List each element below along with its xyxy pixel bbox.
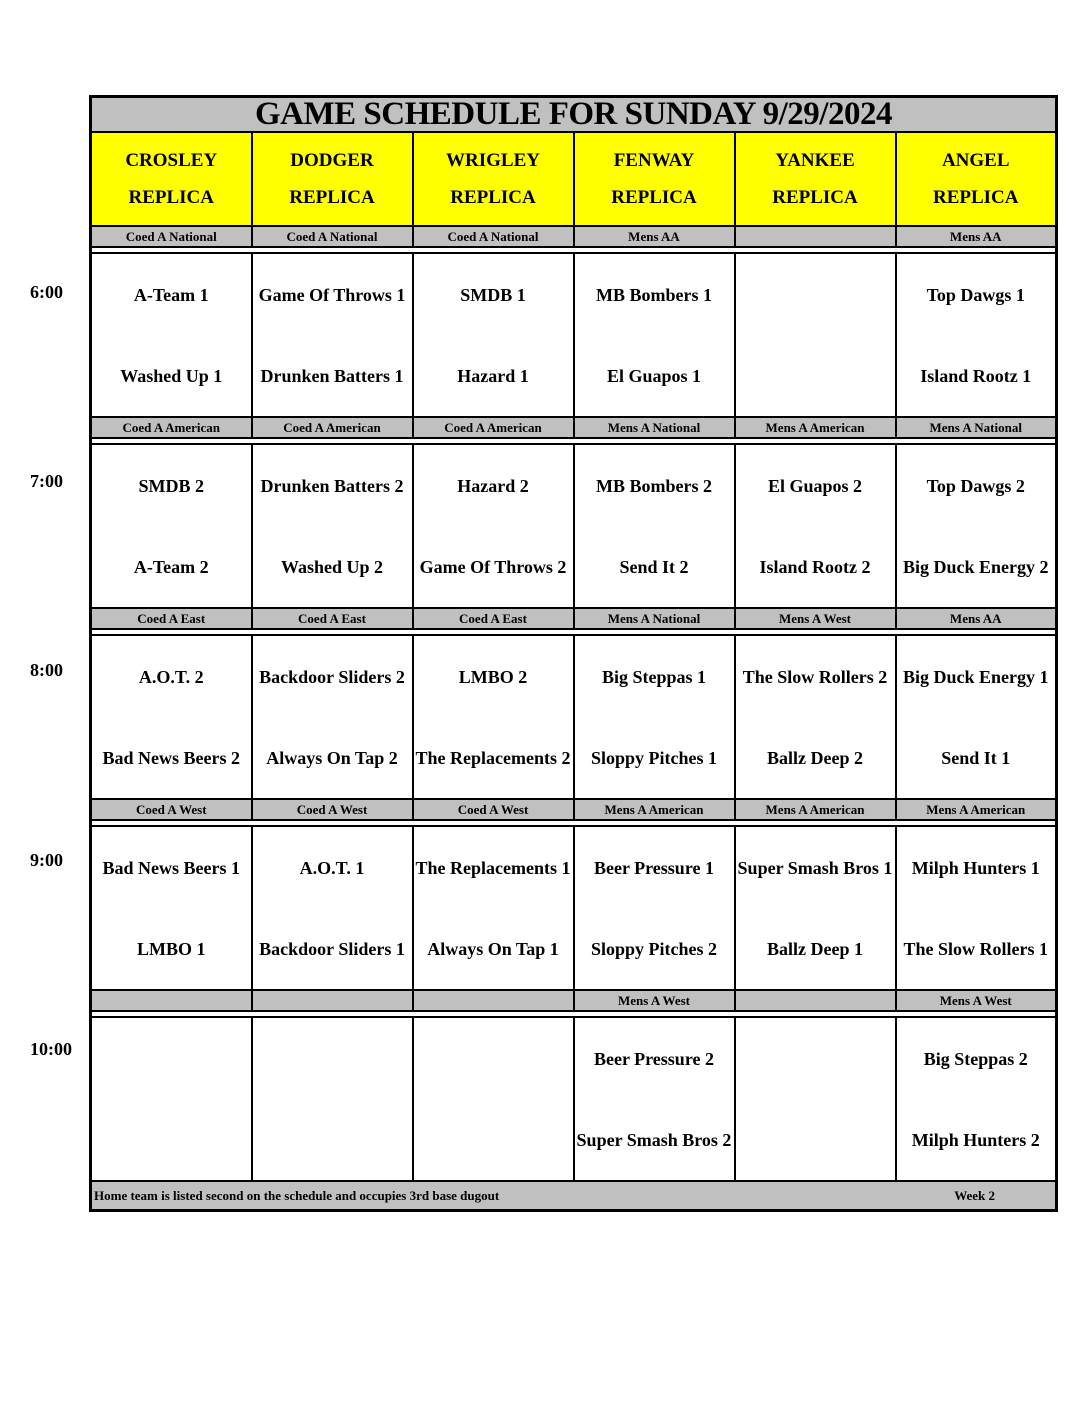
team-row-away: [91, 253, 1057, 335]
away-team-cell: [91, 1017, 252, 1099]
field-header-dodger: [252, 132, 413, 226]
division-label: Coed A American: [413, 417, 574, 438]
division-row: [91, 799, 1057, 820]
away-team-cell: The Replacements 1: [413, 826, 574, 908]
away-team-cell: Super Smash Bros 1: [735, 826, 896, 908]
field-header-fenway: [574, 132, 735, 226]
team-row-away: [91, 826, 1057, 908]
field-subtitle: REPLICA: [772, 187, 858, 208]
away-team-cell: SMDB 2: [91, 444, 252, 526]
division-label: Mens AA: [574, 226, 735, 247]
field-subtitle: REPLICA: [932, 187, 1019, 208]
division-label: Coed A American: [252, 417, 413, 438]
home-team-cell: The Slow Rollers 1: [896, 908, 1057, 990]
home-team-cell: Washed Up 1: [91, 335, 252, 417]
time-label-7: 7:00: [30, 471, 63, 491]
division-label: Coed A West: [252, 799, 413, 820]
field-name: ANGEL: [941, 150, 1010, 171]
team-row-away: [91, 1017, 1057, 1099]
away-team-cell: SMDB 1: [413, 253, 574, 335]
footer-cell: [91, 1181, 1057, 1211]
home-team-cell: Bad News Beers 2: [91, 717, 252, 799]
time-label-8: 8:00: [30, 660, 63, 680]
away-team-cell: Bad News Beers 1: [91, 826, 252, 908]
footer-row: [91, 1181, 1057, 1211]
away-team-cell: Hazard 2: [413, 444, 574, 526]
week-label: Week 2: [954, 1187, 995, 1203]
away-team-cell: Drunken Batters 2: [252, 444, 413, 526]
home-team-cell: [413, 1099, 574, 1181]
time-label-10: 10:00: [30, 1039, 72, 1059]
team-row-away: [91, 635, 1057, 717]
team-row-home: [91, 717, 1057, 799]
home-team-cell: El Guapos 1: [574, 335, 735, 417]
field-header-crosley: [91, 132, 252, 226]
home-team-cell: Island Rootz 2: [735, 526, 896, 608]
team-row-home: [91, 526, 1057, 608]
away-team-cell: El Guapos 2: [735, 444, 896, 526]
home-team-cell: Ballz Deep 2: [735, 717, 896, 799]
division-label: [735, 226, 896, 247]
away-team-cell: Big Steppas 2: [896, 1017, 1057, 1099]
home-team-cell: Washed Up 2: [252, 526, 413, 608]
footer-note: Home team is listed second on the schedule and occupies 3rd base dugout: [94, 1187, 500, 1203]
home-team-cell: Hazard 1: [413, 335, 574, 417]
division-label: Mens AA: [896, 608, 1057, 629]
division-label: Mens A West: [574, 990, 735, 1011]
home-team-cell: Big Duck Energy 2: [896, 526, 1057, 608]
away-team-cell: A.O.T. 2: [91, 635, 252, 717]
away-team-cell: Big Steppas 1: [574, 635, 735, 717]
away-team-cell: [735, 253, 896, 335]
away-team-cell: MB Bombers 2: [574, 444, 735, 526]
away-team-cell: MB Bombers 1: [574, 253, 735, 335]
team-row-home: [91, 335, 1057, 417]
field-subtitle: REPLICA: [450, 187, 536, 208]
home-team-cell: Milph Hunters 2: [896, 1099, 1057, 1181]
field-subtitle: REPLICA: [289, 187, 375, 208]
division-label: Mens A American: [896, 799, 1057, 820]
division-label: Mens A National: [574, 417, 735, 438]
field-name: WRIGLEY: [446, 150, 540, 171]
away-team-cell: [252, 1017, 413, 1099]
away-team-cell: Top Dawgs 1: [896, 253, 1057, 335]
home-team-cell: The Replacements 2: [413, 717, 574, 799]
division-label: Coed A American: [91, 417, 252, 438]
division-label: Mens A American: [735, 417, 896, 438]
field-name: YANKEE: [775, 150, 855, 171]
division-label: Mens A National: [896, 417, 1057, 438]
division-label: Coed A West: [91, 799, 252, 820]
home-team-cell: Always On Tap 2: [252, 717, 413, 799]
team-row-home: [91, 908, 1057, 990]
field-name: FENWAY: [613, 150, 695, 171]
away-team-cell: Game Of Throws 1: [252, 253, 413, 335]
field-header-row: [91, 132, 1057, 226]
time-label-6: 6:00: [30, 282, 63, 302]
home-team-cell: Backdoor Sliders 1: [252, 908, 413, 990]
home-team-cell: Ballz Deep 1: [735, 908, 896, 990]
time-label-9: 9:00: [30, 850, 63, 870]
division-label: Coed A National: [252, 226, 413, 247]
team-row-away: [91, 444, 1057, 526]
home-team-cell: [91, 1099, 252, 1181]
division-label: Coed A East: [413, 608, 574, 629]
home-team-cell: [735, 335, 896, 417]
division-label: Mens A National: [574, 608, 735, 629]
division-label: Coed A West: [413, 799, 574, 820]
division-label: Coed A East: [91, 608, 252, 629]
away-team-cell: Beer Pressure 1: [574, 826, 735, 908]
division-label: Mens A West: [735, 608, 896, 629]
home-team-cell: [252, 1099, 413, 1181]
home-team-cell: Island Rootz 1: [896, 335, 1057, 417]
away-team-cell: [413, 1017, 574, 1099]
division-label: Mens A West: [896, 990, 1057, 1011]
division-label: Mens A American: [574, 799, 735, 820]
field-subtitle: REPLICA: [128, 187, 214, 208]
away-team-cell: LMBO 2: [413, 635, 574, 717]
division-label: [91, 990, 252, 1011]
away-team-cell: Top Dawgs 2: [896, 444, 1057, 526]
away-team-cell: A.O.T. 1: [252, 826, 413, 908]
division-label: Coed A National: [413, 226, 574, 247]
home-team-cell: LMBO 1: [91, 908, 252, 990]
field-header-yankee: [735, 132, 896, 226]
away-team-cell: Big Duck Energy 1: [896, 635, 1057, 717]
division-label: [413, 990, 574, 1011]
away-team-cell: Beer Pressure 2: [574, 1017, 735, 1099]
division-row: [91, 608, 1057, 629]
division-row: [91, 226, 1057, 247]
away-team-cell: Milph Hunters 1: [896, 826, 1057, 908]
home-team-cell: Send It 1: [896, 717, 1057, 799]
field-name: DODGER: [290, 150, 374, 171]
division-label: Coed A National: [91, 226, 252, 247]
home-team-cell: Sloppy Pitches 1: [574, 717, 735, 799]
home-team-cell: Always On Tap 1: [413, 908, 574, 990]
division-row: [91, 990, 1057, 1011]
home-team-cell: Game Of Throws 2: [413, 526, 574, 608]
home-team-cell: Super Smash Bros 2: [574, 1099, 735, 1181]
away-team-cell: Backdoor Sliders 2: [252, 635, 413, 717]
division-label: [252, 990, 413, 1011]
division-label: Coed A East: [252, 608, 413, 629]
field-name: CROSLEY: [125, 150, 218, 171]
away-team-cell: A-Team 1: [91, 253, 252, 335]
home-team-cell: Sloppy Pitches 2: [574, 908, 735, 990]
team-row-home: [91, 1099, 1057, 1181]
division-label: Mens AA: [896, 226, 1057, 247]
division-row: [91, 417, 1057, 438]
field-subtitle: REPLICA: [611, 187, 697, 208]
page-title: GAME SCHEDULE FOR SUNDAY 9/29/2024: [91, 97, 1057, 133]
away-team-cell: [735, 1017, 896, 1099]
field-header-angel: [896, 132, 1057, 226]
home-team-cell: [735, 1099, 896, 1181]
field-header-wrigley: [413, 132, 574, 226]
home-team-cell: Drunken Batters 1: [252, 335, 413, 417]
home-team-cell: A-Team 2: [91, 526, 252, 608]
division-label: [735, 990, 896, 1011]
schedule-table: [89, 95, 1058, 1212]
home-team-cell: Send It 2: [574, 526, 735, 608]
away-team-cell: The Slow Rollers 2: [735, 635, 896, 717]
division-label: Mens A American: [735, 799, 896, 820]
